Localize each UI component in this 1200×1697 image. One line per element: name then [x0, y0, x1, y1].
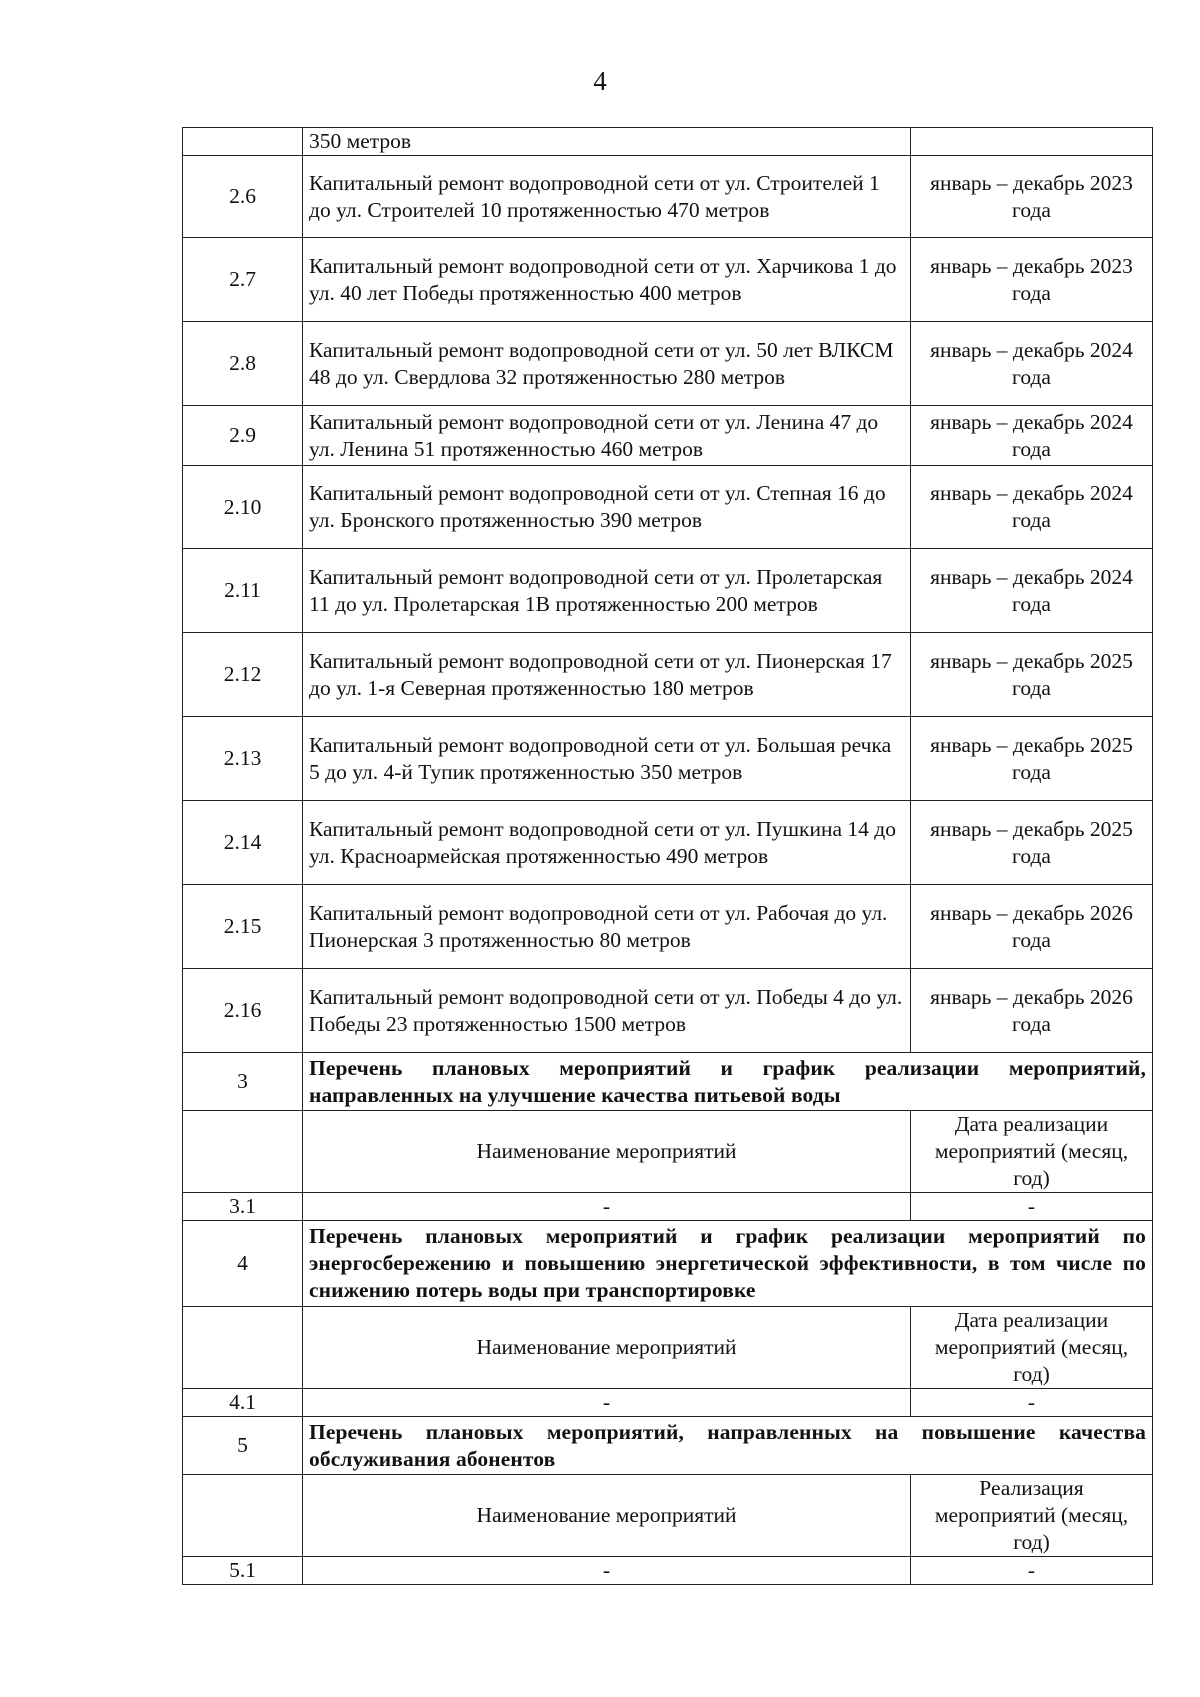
item-date: -	[911, 1193, 1153, 1221]
row-date: январь – декабрь 2026 года	[911, 969, 1153, 1053]
item-date: -	[911, 1557, 1153, 1585]
section-title-row	[183, 1053, 1153, 1111]
item-number: 4.1	[183, 1389, 303, 1417]
row-date: январь – декабрь 2024 года	[911, 322, 1153, 406]
row-text: Капитальный ремонт водопроводной сети от ул. Харчикова 1 до ул. 40 лет Победы протяженностью 400 метров	[303, 238, 911, 322]
row-number: 2.12	[183, 633, 303, 717]
row-number: 2.15	[183, 885, 303, 969]
section-title-row	[183, 1417, 1153, 1475]
row-number: 2.8	[183, 322, 303, 406]
row-text: Капитальный ремонт водопроводной сети от ул. Степная 16 до ул. Бронского протяженностью 390 метров	[303, 466, 911, 549]
row-number: 2.13	[183, 717, 303, 801]
table-row	[183, 128, 1153, 156]
row-date: январь – декабрь 2024 года	[911, 549, 1153, 633]
section-title: Перечень плановых мероприятий и график реализации мероприятий, направленных на улучшение качества питьевой воды	[303, 1053, 1153, 1111]
row-text: Капитальный ремонт водопроводной сети от ул. Пушкина 14 до ул. Красноармейская протяженностью 490 метров	[303, 801, 911, 885]
row-text: Капитальный ремонт водопроводной сети от ул. Ленина 47 до ул. Ленина 51 протяженностью 460 метров	[303, 406, 911, 466]
row-text: Капитальный ремонт водопроводной сети от ул. 50 лет ВЛКСМ 48 до ул. Свердлова 32 протяженностью 280 метров	[303, 322, 911, 406]
section-header-row	[183, 1307, 1153, 1389]
section-title: Перечень плановых мероприятий, направленных на повышение качества обслуживания абонентов	[303, 1417, 1153, 1475]
header-date: Дата реализации мероприятий (месяц, год)	[911, 1307, 1153, 1389]
row-date: январь – декабрь 2025 года	[911, 801, 1153, 885]
header-date: Дата реализации мероприятий (месяц, год)	[911, 1111, 1153, 1193]
table-row	[183, 549, 1153, 633]
section-item-row	[183, 1557, 1153, 1585]
item-number: 5.1	[183, 1557, 303, 1585]
row-date	[911, 128, 1153, 156]
table-row	[183, 238, 1153, 322]
table-row	[183, 717, 1153, 801]
header-name: Наименование мероприятий	[303, 1307, 911, 1389]
row-text: Капитальный ремонт водопроводной сети от ул. Строителей 1 до ул. Строителей 10 протяженностью 470 метров	[303, 156, 911, 238]
row-text: Капитальный ремонт водопроводной сети от ул. Пролетарская 11 до ул. Пролетарская 1В протяженностью 200 метров	[303, 549, 911, 633]
measures-table	[182, 127, 1153, 1585]
row-text: Капитальный ремонт водопроводной сети от ул. Рабочая до ул. Пионерская 3 протяженностью 80 метров	[303, 885, 911, 969]
row-number: 2.14	[183, 801, 303, 885]
table-row	[183, 322, 1153, 406]
header-empty-cell	[183, 1307, 303, 1389]
row-text: Капитальный ремонт водопроводной сети от ул. Победы 4 до ул. Победы 23 протяженностью 1500 метров	[303, 969, 911, 1053]
section-title: Перечень плановых мероприятий и график реализации мероприятий по энергосбережению и повышению энергетической эффективности, в том числе по снижению потерь воды при транспортировке	[303, 1221, 1153, 1307]
header-name: Наименование мероприятий	[303, 1111, 911, 1193]
header-name: Наименование мероприятий	[303, 1475, 911, 1557]
section-number: 5	[183, 1417, 303, 1475]
table-row	[183, 156, 1153, 238]
section-title-row	[183, 1221, 1153, 1307]
row-number: 2.6	[183, 156, 303, 238]
row-text: 350 метров	[303, 128, 911, 156]
item-text: -	[303, 1193, 911, 1221]
row-text: Капитальный ремонт водопроводной сети от ул. Пионерская 17 до ул. 1-я Северная протяженностью 180 метров	[303, 633, 911, 717]
table-row	[183, 406, 1153, 466]
table-row	[183, 633, 1153, 717]
row-date: январь – декабрь 2026 года	[911, 885, 1153, 969]
header-date: Реализация мероприятий (месяц, год)	[911, 1475, 1153, 1557]
header-empty-cell	[183, 1475, 303, 1557]
row-date: январь – декабрь 2023 года	[911, 156, 1153, 238]
item-date: -	[911, 1389, 1153, 1417]
section-number: 4	[183, 1221, 303, 1307]
item-text: -	[303, 1557, 911, 1585]
row-number	[183, 128, 303, 156]
section-header-row	[183, 1475, 1153, 1557]
section-item-row	[183, 1193, 1153, 1221]
row-text: Капитальный ремонт водопроводной сети от ул. Большая речка 5 до ул. 4-й Тупик протяженностью 350 метров	[303, 717, 911, 801]
section-number: 3	[183, 1053, 303, 1111]
row-date: январь – декабрь 2024 года	[911, 466, 1153, 549]
page-number: 4	[593, 66, 607, 96]
row-date: январь – декабрь 2025 года	[911, 633, 1153, 717]
item-number: 3.1	[183, 1193, 303, 1221]
table-row	[183, 466, 1153, 549]
table-row	[183, 885, 1153, 969]
row-date: январь – декабрь 2023 года	[911, 238, 1153, 322]
row-date: январь – декабрь 2024 года	[911, 406, 1153, 466]
table-row	[183, 801, 1153, 885]
header-empty-cell	[183, 1111, 303, 1193]
row-number: 2.10	[183, 466, 303, 549]
section-item-row	[183, 1389, 1153, 1417]
row-number: 2.9	[183, 406, 303, 466]
row-date: январь – декабрь 2025 года	[911, 717, 1153, 801]
section-header-row	[183, 1111, 1153, 1193]
row-number: 2.11	[183, 549, 303, 633]
table-row	[183, 969, 1153, 1053]
row-number: 2.7	[183, 238, 303, 322]
row-number: 2.16	[183, 969, 303, 1053]
item-text: -	[303, 1389, 911, 1417]
